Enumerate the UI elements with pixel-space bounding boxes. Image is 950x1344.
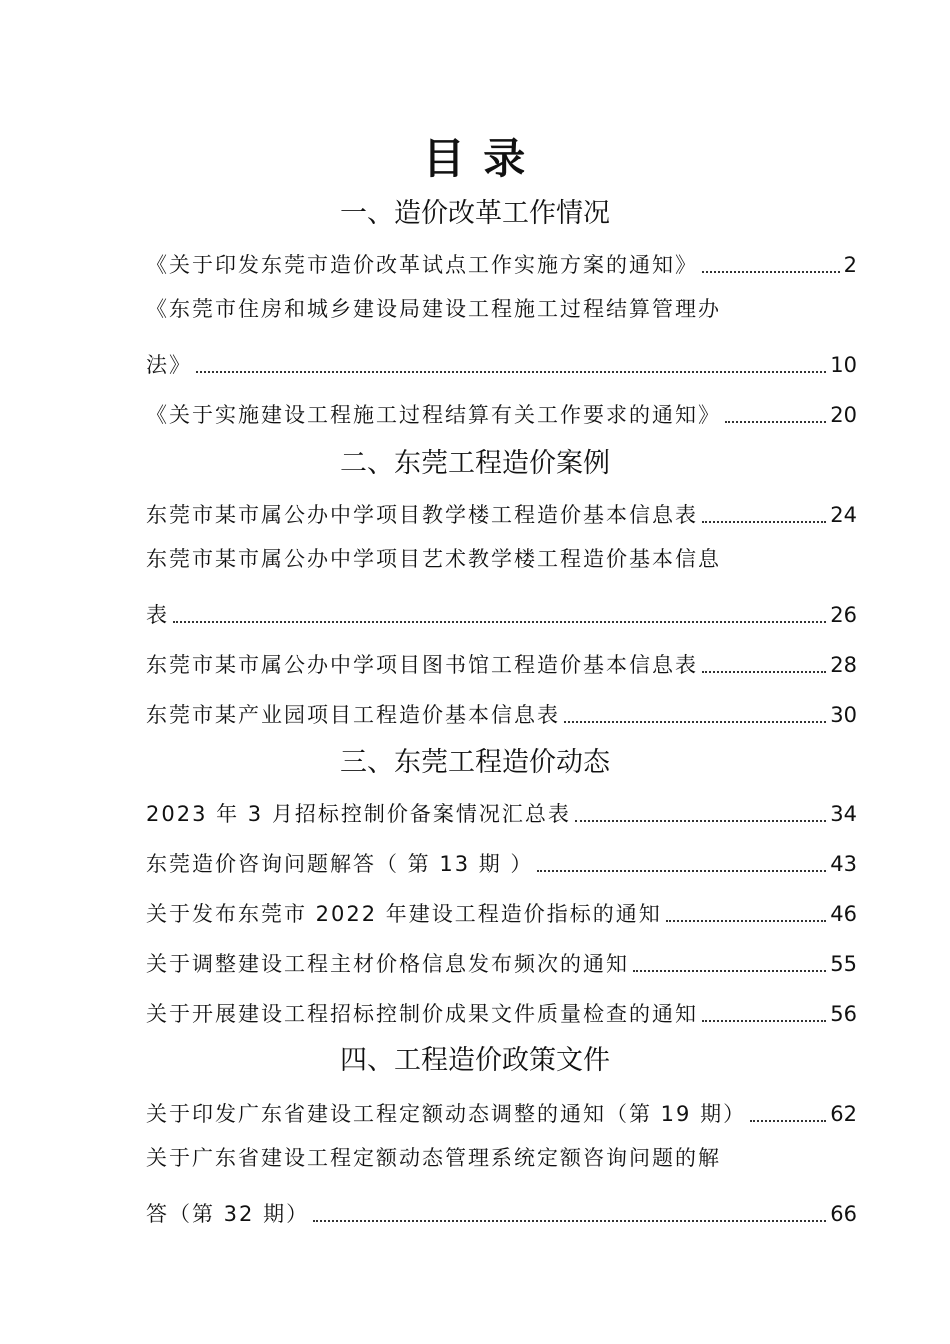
toc-entry-page: 26 (830, 603, 857, 627)
toc-entry[interactable] (146, 594, 857, 630)
toc-entry-title: 表 (146, 603, 169, 627)
toc-entry-title: 东莞市某市属公办中学项目图书馆工程造价基本信息表 (146, 653, 698, 677)
toc-entry-title: 关于印发广东省建设工程定额动态调整的通知（第 19 期） (146, 1102, 747, 1126)
toc-entry[interactable] (146, 494, 857, 530)
dot-leader (725, 421, 826, 423)
toc-entry-title-line1: 东莞市某市属公办中学项目艺术教学楼工程造价基本信息 (146, 547, 721, 571)
section-heading-2: 二、东莞工程造价案例 (340, 448, 610, 479)
toc-entry-title: 答（第 32 期） (146, 1202, 310, 1226)
section-heading-3: 三、东莞工程造价动态 (340, 747, 610, 778)
dot-leader (537, 870, 826, 872)
toc-entry-title: 关于发布东莞市 2022 年建设工程造价指标的通知 (146, 902, 662, 926)
toc-entry-page: 46 (830, 902, 857, 926)
toc-entry-title: 法》 (146, 353, 192, 377)
dot-leader (564, 721, 826, 723)
toc-entry-title: 东莞市某市属公办中学项目教学楼工程造价基本信息表 (146, 503, 698, 527)
toc-entry[interactable] (146, 644, 857, 680)
page-title: 目 录 (422, 134, 528, 183)
dot-leader (750, 1120, 826, 1122)
toc-entry-title-line1: 《东莞市住房和城乡建设局建设工程施工过程结算管理办 (146, 297, 721, 321)
dot-leader (173, 621, 826, 623)
dot-leader (702, 671, 826, 673)
toc-entry[interactable] (146, 793, 857, 829)
toc-entry[interactable] (146, 843, 857, 879)
section-heading-1: 一、造价改革工作情况 (340, 198, 610, 229)
dot-leader (666, 920, 826, 922)
toc-entry-page: 2 (843, 253, 857, 277)
toc-entry[interactable] (146, 893, 857, 929)
toc-entry[interactable] (146, 943, 857, 979)
toc-entry-page: 55 (830, 952, 857, 976)
toc-entry-page: 30 (830, 703, 857, 727)
dot-leader (702, 1020, 826, 1022)
toc-entry-title: 东莞市某产业园项目工程造价基本信息表 (146, 703, 560, 727)
toc-entry-page: 34 (830, 802, 857, 826)
toc-entry-title: 2023 年 3 月招标控制价备案情况汇总表 (146, 802, 571, 826)
toc-entry-page: 62 (830, 1102, 857, 1126)
toc-entry[interactable] (146, 344, 857, 380)
dot-leader (633, 970, 826, 972)
toc-entry-page: 56 (830, 1002, 857, 1026)
toc-entry[interactable] (146, 244, 857, 280)
toc-entry-page: 28 (830, 653, 857, 677)
toc-entry[interactable] (146, 694, 857, 730)
toc-entry[interactable] (146, 1093, 857, 1129)
toc-entry-title-line1: 关于广东省建设工程定额动态管理系统定额咨询问题的解 (146, 1146, 721, 1170)
toc-entry-title: 《关于印发东莞市造价改革试点工作实施方案的通知》 (146, 253, 698, 277)
dot-leader (702, 521, 826, 523)
toc-entry-page: 10 (830, 353, 857, 377)
dot-leader (575, 820, 826, 822)
toc-entry-page: 24 (830, 503, 857, 527)
toc-entry-page: 20 (830, 403, 857, 427)
section-heading-4: 四、工程造价政策文件 (340, 1045, 610, 1076)
toc-entry-page: 43 (830, 852, 857, 876)
toc-entry-title: 《关于实施建设工程施工过程结算有关工作要求的通知》 (146, 403, 721, 427)
dot-leader (313, 1220, 826, 1222)
toc-entry[interactable] (146, 993, 857, 1029)
dot-leader (702, 271, 840, 273)
dot-leader (196, 371, 826, 373)
toc-entry-title: 关于开展建设工程招标控制价成果文件质量检查的通知 (146, 1002, 698, 1026)
toc-entry[interactable] (146, 1193, 857, 1229)
toc-entry[interactable] (146, 394, 857, 430)
toc-entry-title: 东莞造价咨询问题解答（ 第 13 期 ） (146, 852, 534, 876)
toc-entry-title: 关于调整建设工程主材价格信息发布频次的通知 (146, 952, 629, 976)
toc-entry-page: 66 (830, 1202, 857, 1226)
